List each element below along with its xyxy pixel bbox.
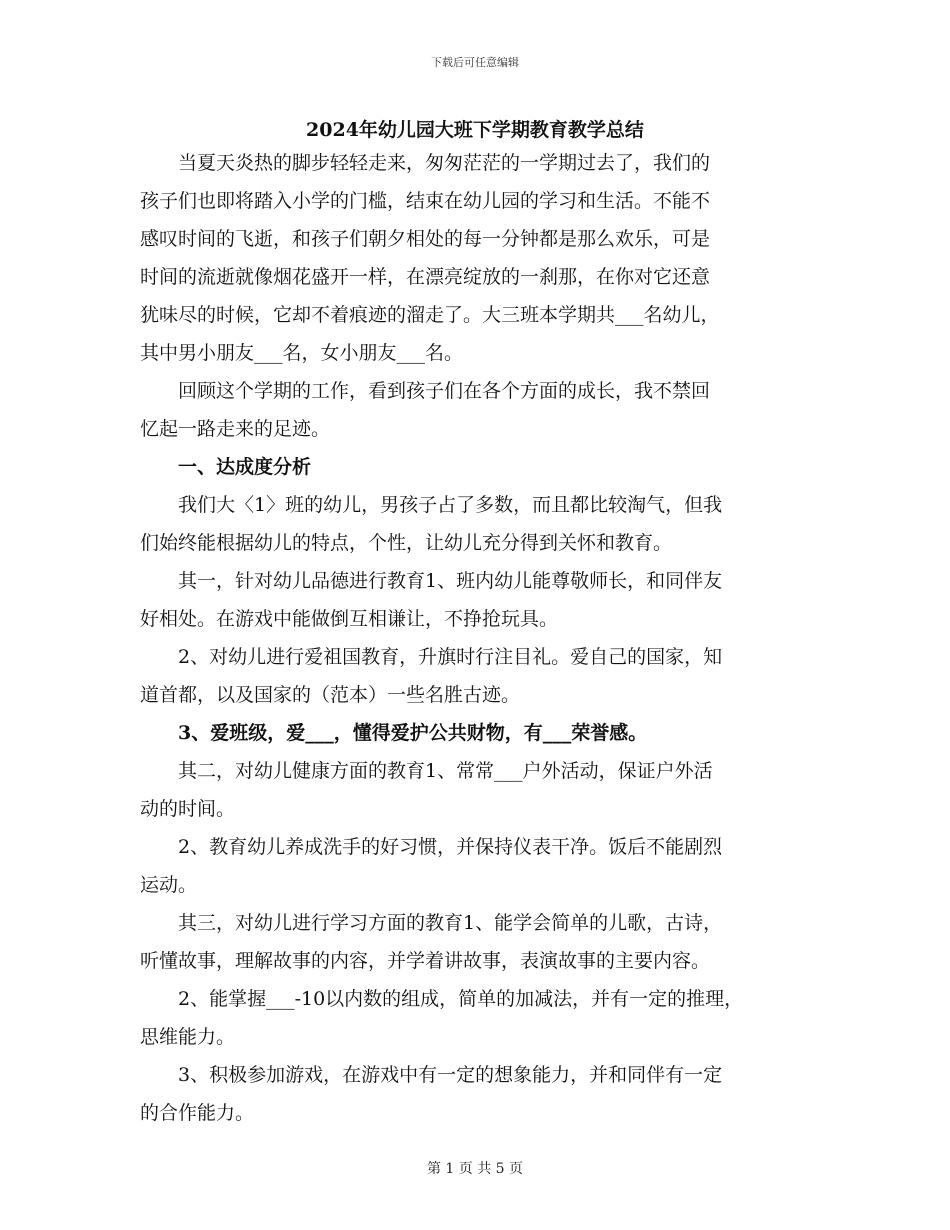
body-line: 其三，对幼儿进行学习方面的教育1、能学会简单的儿歌，古诗，	[178, 912, 723, 934]
body-line: 好相处。在游戏中能做倒互相谦让，不挣抢玩具。	[140, 608, 559, 630]
body-line: 道首都，以及国家的（范本）一些名胜古迹。	[140, 684, 521, 706]
body-line: 犹味尽的时候，它却不着痕迹的溜走了。大三班本学期共___名幼儿，	[140, 304, 720, 326]
body-line: 忆起一路走来的足迹。	[140, 418, 331, 440]
body-line: 2、能掌握___-10以内数的组成，简单的加减法，并有一定的推理，	[178, 988, 744, 1010]
body-line: 其一，针对幼儿品德进行教育1、班内幼儿能尊敬师长，和同伴友	[178, 570, 723, 592]
body-line: 动的时间。	[140, 798, 236, 820]
section-heading: 一、达成度分析	[178, 456, 312, 478]
body-line: 3、积极参加游戏，在游戏中有一定的想象能力，并和同伴有一定	[178, 1064, 723, 1086]
body-line: 当夏天炎热的脚步轻轻走来，匆匆茫茫的一学期过去了，我们的	[178, 152, 711, 174]
document-body	[140, 144, 840, 1132]
body-line: 时间的流逝就像烟花盛开一样，在漂亮绽放的一刹那，在你对它还意	[140, 266, 711, 288]
body-line: 2、教育幼儿养成洗手的好习惯，并保持仪表干净。饭后不能剧烈	[178, 836, 723, 858]
body-line: 其二，对幼儿健康方面的教育1、常常___户外活动，保证户外活	[178, 760, 713, 782]
bold-line: 3、爱班级，爱___，懂得爱护公共财物，有___荣誉感。	[178, 722, 648, 744]
body-line: 听懂故事，理解故事的内容，并学着讲故事，表演故事的主要内容。	[140, 950, 711, 972]
page-footer-indicator: 第 1 页 共 5 页	[426, 1161, 524, 1177]
body-line: 回顾这个学期的工作，看到孩子们在各个方面的成长，我不禁回	[178, 380, 711, 402]
document-title: 2024年幼儿园大班下学期教育教学总结	[306, 119, 644, 141]
body-line: 思维能力。	[140, 1026, 236, 1048]
body-line: 孩子们也即将踏入小学的门槛，结束在幼儿园的学习和生活。不能不	[140, 190, 711, 212]
page-header-note: 下载后可任意编辑	[431, 56, 519, 69]
body-line: 感叹时间的飞逝，和孩子们朝夕相处的每一分钟都是那么欢乐，可是	[140, 228, 711, 250]
body-line: 的合作能力。	[140, 1102, 255, 1124]
body-line: 2、对幼儿进行爱祖国教育，升旗时行注目礼。爱自己的国家，知	[178, 646, 723, 668]
body-line: 们始终能根据幼儿的特点，个性，让幼儿充分得到关怀和教育。	[140, 532, 673, 554]
body-line: 其中男小朋友___名，女小朋友___名。	[140, 342, 464, 364]
body-line: 我们大〈1〉班的幼儿，男孩子占了多数，而且都比较淘气，但我	[178, 494, 723, 516]
body-line: 运动。	[140, 874, 198, 896]
